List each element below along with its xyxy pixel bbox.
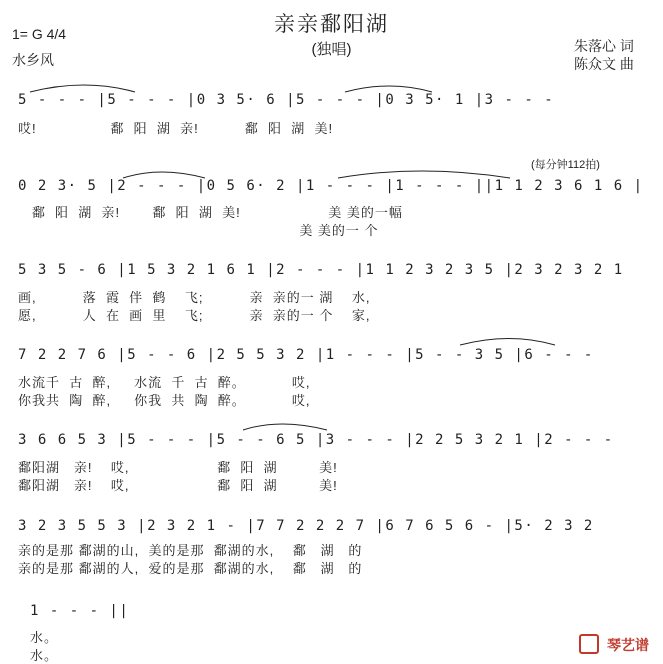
logo-text: 琴艺谱 [607, 636, 649, 653]
notation-line: 3 2 3 5 5 3 |2 3 2 1 - |7 7 2 2 2 7 |6 7 6 5 6 - |5· 2 3 2 [18, 518, 594, 534]
notation-line: 3 6 6 5 3 |5 - - - |5 - - 6 5 |3 - - - |2 2 5 3 2 1 |2 - - - [18, 432, 614, 448]
lyric-line-1: 鄱阳湖 亲! 哎, 鄱 阳 湖 美! [18, 460, 338, 475]
song-subtitle: (独唱) [311, 41, 352, 58]
notation-line: 1 - - - || [30, 603, 130, 619]
key-signature: 1= G 4/4 [12, 26, 67, 42]
lyric-line-2: 你我共 陶 醉, 你我 共 陶 醉。 哎, [18, 393, 311, 408]
song-title: 亲亲鄱阳湖 [274, 13, 389, 36]
lyric-line-1: 水。 [30, 630, 59, 645]
lyric-line-1: 哎! 鄱 阳 湖 亲! 鄱 阳 湖 美! [18, 121, 334, 136]
lyric-line-1: 亲的是那 鄱湖的山, 美的是那 鄱湖的水, 鄱 湖 的 [18, 543, 363, 558]
slur-arc [338, 171, 510, 178]
notation-line: 7 2 2 7 6 |5 - - 6 |2 5 5 3 2 |1 - - - |5 - - 3 5 |6 - - - [18, 347, 594, 363]
lyric-line-1: 画, 落 霞 伴 鹤 飞; 亲 亲的一 湖 水, [18, 290, 371, 305]
lyric-line-2: 美 美的一 个 [18, 223, 379, 238]
lyric-line-2: 水。 [30, 648, 59, 663]
site-logo [579, 635, 649, 656]
notation-line: 5 - - - |5 - - - |0 3 5· 6 |5 - - - |0 3 5· 1 |3 - - - [18, 92, 555, 108]
tempo-marking: (每分钟112拍) [531, 159, 600, 171]
composer-credit: 陈众文 曲 [574, 56, 634, 72]
lyric-line-2: 愿, 人 在 画 里 飞; 亲 亲的一 个 家, [18, 308, 371, 323]
style-label: 水乡风 [12, 52, 54, 68]
lyric-line-1: 鄱 阳 湖 亲! 鄱 阳 湖 美! 美 美的一幅 [18, 205, 403, 220]
slur-arc [460, 339, 555, 346]
notation-line: 5 3 5 - 6 |1 5 3 2 1 6 1 |2 - - - |1 1 2 3 2 3 5 |2 3 2 3 2 1 [18, 262, 624, 278]
lyric-line-2: 鄱阳湖 亲! 哎, 鄱 阳 湖 美! [18, 478, 338, 493]
notation-line: 0 2 3· 5 |2 - - - |0 5 6· 2 |1 - - - |1 - - - ||1 1 2 3 6 1 6 | [18, 178, 644, 194]
slur-arc [243, 424, 327, 430]
slur-arc [30, 85, 135, 92]
lyric-line-2: 亲的是那 鄱湖的人, 爱的是那 鄱湖的水, 鄱 湖 的 [18, 561, 363, 576]
lyric-line-1: 水流千 古 醉, 水流 千 古 醉。 哎, [18, 375, 311, 390]
lyricist-credit: 朱落心 词 [574, 38, 634, 54]
logo-icon [579, 634, 599, 654]
